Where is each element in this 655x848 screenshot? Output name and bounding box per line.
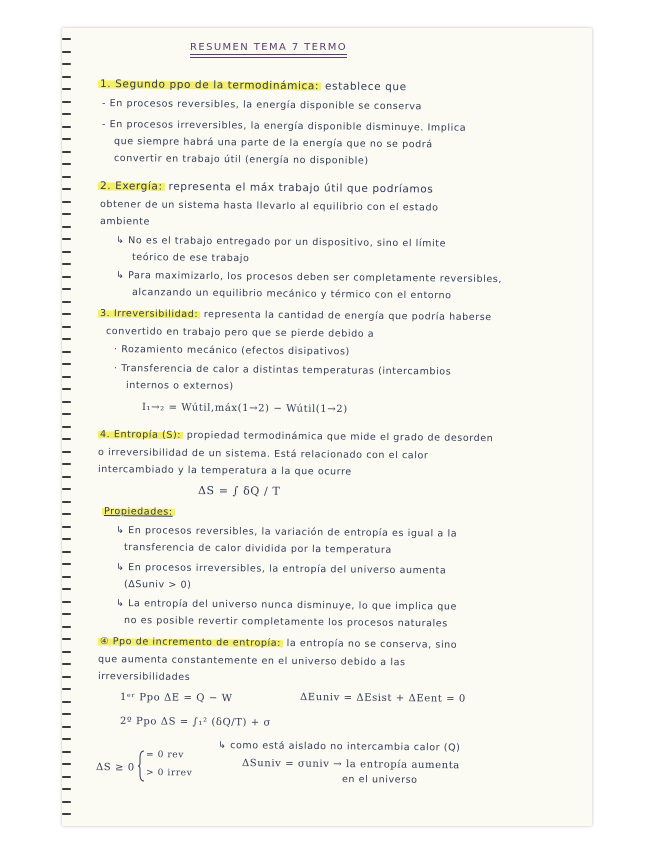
properties-heading: Propiedades:	[103, 506, 173, 518]
binding-hole	[62, 701, 71, 703]
section-1-line-3: que siempre habrá una parte de la energía que no se podrá	[113, 136, 433, 151]
binding-hole	[62, 163, 71, 165]
binding-hole	[62, 426, 71, 428]
section-2-line-3: ambiente	[99, 216, 151, 228]
binding-hole	[62, 113, 71, 115]
notebook-page	[62, 28, 592, 826]
section-2-line-1: representa el máx trabajo útil que podríamos	[168, 180, 434, 196]
binding-hole	[62, 763, 71, 765]
binding-hole	[62, 326, 71, 328]
binding-hole	[62, 526, 71, 528]
binding-hole	[62, 413, 71, 415]
first-principle: 1ᵉʳ Ppo ΔE = Q − W	[119, 692, 233, 705]
properties-line-2: transferencia de calor dividida por la temperatura	[123, 542, 392, 556]
section-2-line-7: alcanzando un equilibrio mecánico y térmico con el entorno	[131, 287, 452, 302]
binding-hole	[62, 776, 71, 778]
binding-hole	[62, 713, 71, 715]
binding-hole	[62, 638, 71, 640]
binding-hole	[62, 738, 71, 740]
section-2-heading: 2. Exergía:	[99, 180, 163, 193]
irreversible-case: > 0 irrev	[145, 768, 193, 779]
section-1-line-4: convertir en trabajo útil (energía no disponible)	[113, 153, 369, 167]
binding-hole	[62, 676, 71, 678]
binding-hole	[62, 476, 71, 478]
energy-balance: ΔEuniv = ΔEsist + ΔEent = 0	[299, 692, 466, 705]
section-1-line-1: - En procesos reversibles, la energía disponible se conserva	[101, 98, 422, 113]
binding-hole	[62, 563, 71, 565]
entropy-formula: ΔS = ∫ δQ / T	[197, 484, 281, 498]
section-2-line-6: ↳ Para maximizarlo, los procesos deben ser completamente reversibles,	[115, 270, 503, 286]
binding-hole	[62, 613, 71, 615]
binding-hole	[62, 188, 71, 190]
section-3-line-5: internos o externos)	[125, 380, 234, 393]
binding-hole	[62, 251, 71, 253]
binding-hole	[62, 813, 71, 815]
binding-hole	[62, 751, 71, 753]
section-2-line-2: obtener de un sistema hasta llevarlo al equilibrio con el estado	[99, 199, 439, 214]
binding-hole	[62, 801, 71, 803]
section-4-line-3: intercambiado y la temperatura a la que ocurre	[97, 464, 352, 478]
binding-hole	[62, 301, 71, 303]
section-1-line-2: - En procesos irreversibles, la energía disponible disminuye. Implica	[101, 119, 467, 134]
binding-hole	[62, 788, 71, 790]
properties-line-3: ↳ En procesos irreversibles, la entropía del universo aumenta	[115, 562, 447, 577]
increment-heading: ④ Ppo de incremento de entropía:	[99, 636, 282, 649]
binding-hole	[62, 688, 71, 690]
binding-hole	[62, 376, 71, 378]
binding-hole	[62, 588, 71, 590]
properties-line-1: ↳ En procesos reversibles, la variación de entropía es igual a la	[115, 525, 458, 540]
binding-hole	[62, 38, 71, 40]
binding-hole	[62, 351, 71, 353]
binding-hole	[62, 388, 71, 390]
section-1-heading: 1. Segundo ppo de la termodinámica:	[99, 78, 320, 93]
increment-heading-line	[98, 636, 457, 651]
binding-hole	[62, 276, 71, 278]
binding-hole	[62, 363, 71, 365]
binding-hole	[62, 438, 71, 440]
binding-hole	[62, 463, 71, 465]
binding-hole	[62, 663, 71, 665]
binding-hole	[62, 538, 71, 540]
binding-hole	[62, 213, 71, 215]
binding-hole	[62, 626, 71, 628]
section-3-heading: 3. Irreversibilidad:	[99, 308, 199, 321]
section-3-heading-line	[98, 308, 492, 323]
section-4-heading-line	[98, 429, 493, 444]
binding-hole	[62, 651, 71, 653]
binding-hole	[62, 313, 71, 315]
properties-line-6: no es posible revertir completamente los procesos naturales	[123, 615, 448, 630]
binding-hole	[62, 288, 71, 290]
entropy-inequality: ΔS ≥ 0	[95, 762, 135, 774]
binding-hole	[62, 401, 71, 403]
section-3-line-4: · Transferencia de calor a distintas temperaturas (intercambios	[113, 363, 452, 378]
section-3-line-3: · Rozamiento mecánico (efectos disipativos)	[113, 344, 350, 358]
second-principle: 2º Ppo ΔS = ∫₁² (δQ/T) + σ	[119, 716, 272, 729]
increment-line-1: la entropía no se conserva, sino	[286, 637, 458, 651]
note-line-2: ΔSuniv = σuniv → la entropía aumenta	[241, 758, 460, 772]
section-4-heading: 4. Entropía (S):	[99, 429, 182, 441]
binding-hole	[62, 576, 71, 578]
binding-hole	[62, 51, 71, 53]
binding-hole	[62, 176, 71, 178]
section-4-line-1: propiedad termodinámica que mide el grado de desorden	[186, 429, 494, 445]
note-line-1: ↳ como está aislado no intercambia calor (Q)	[217, 740, 461, 754]
increment-line-3: irreversibilidades	[97, 671, 191, 683]
binding-hole	[62, 126, 71, 128]
properties-line-4: (ΔSuniv > 0)	[123, 579, 192, 591]
binding-hole	[62, 488, 71, 490]
page-title: RESUMEN TEMA 7 TERMO	[190, 42, 348, 53]
binding-hole	[62, 88, 71, 90]
section-1-lead: establece que	[324, 80, 407, 94]
section-3-line-1: representa la cantidad de energía que podría haberse	[203, 309, 492, 324]
section-1-heading-line	[98, 78, 407, 93]
irreversibility-formula: I₁→₂ = Wútil,máx(1→2) − Wútil(1→2)	[141, 402, 348, 416]
increment-line-2: que aumenta constantemente en el universo debido a las	[97, 654, 406, 669]
brace-icon	[138, 750, 146, 782]
binding-hole	[62, 601, 71, 603]
binding-hole	[62, 238, 71, 240]
note-line-3: en el universo	[341, 774, 418, 786]
properties-heading-line	[102, 506, 175, 518]
binding-hole	[62, 76, 71, 78]
section-3-line-2: convertido en trabajo pero que se pierde debido a	[105, 326, 375, 340]
binding-hole	[62, 63, 71, 65]
binding-hole	[62, 513, 71, 515]
binding-hole	[62, 138, 71, 140]
binding-hole	[62, 226, 71, 228]
binding-hole	[62, 151, 71, 153]
spiral-binding	[62, 28, 76, 826]
binding-hole	[62, 726, 71, 728]
binding-hole	[62, 501, 71, 503]
section-4-line-2: o irreversibilidad de un sistema. Está relacionado con el calor	[97, 447, 429, 462]
section-2-line-4: ↳ No es el trabajo entregado por un dispositivo, sino el límite	[115, 235, 447, 250]
section-2-heading-line	[98, 180, 434, 196]
binding-hole	[62, 263, 71, 265]
binding-hole	[62, 551, 71, 553]
section-2-line-5: teórico de ese trabajo	[131, 252, 250, 265]
binding-hole	[62, 101, 71, 103]
properties-line-5: ↳ La entropía del universo nunca disminuye, lo que implica que	[115, 598, 458, 613]
binding-hole	[62, 338, 71, 340]
reversible-case: = 0 rev	[145, 750, 184, 761]
binding-hole	[62, 201, 71, 203]
binding-hole	[62, 451, 71, 453]
